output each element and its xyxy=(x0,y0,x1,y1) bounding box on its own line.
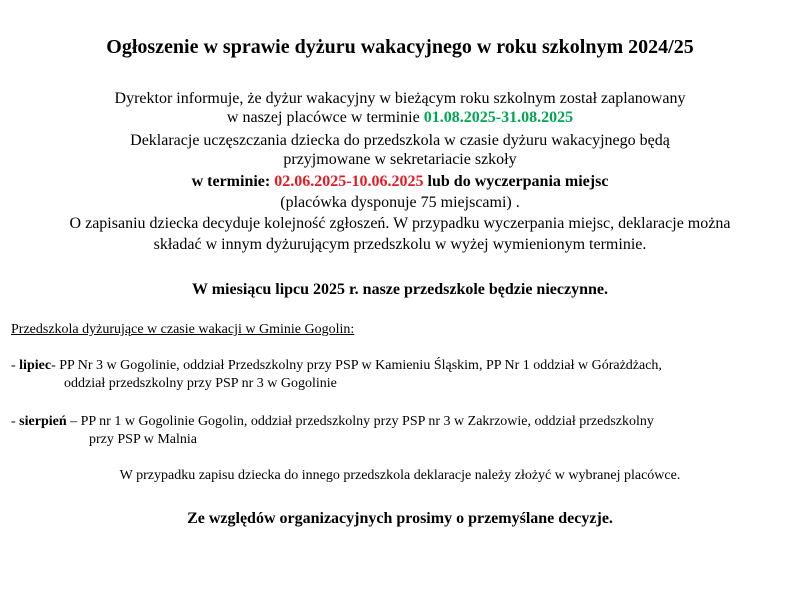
declaration-dates: 02.06.2025-10.06.2025 xyxy=(274,173,424,190)
intro-line-5 xyxy=(0,172,800,191)
july-entry-line-1 xyxy=(11,356,662,375)
other-preschool-note: W przypadku zapisu dziecka do innego przedszkola deklaracje należy złożyć w wybranej placówce. xyxy=(119,468,681,483)
intro-line-4: przyjmowane w sekretariacie szkoły xyxy=(283,151,517,168)
august-entry-dash: - xyxy=(11,414,20,429)
intro-line-3: Deklaracje uczęszczania dziecka do przedszkola w czasie dyżuru wakacyjnego będą xyxy=(130,132,670,149)
august-month-label: sierpień xyxy=(19,414,67,429)
intro-line-5-suffix: lub do wyczerpania miejsc xyxy=(423,173,609,190)
intro-line-1: Dyrektor informuje, że dyżur wakacyjny w bieżącym roku szkolnym został zaplanowany xyxy=(114,90,686,107)
july-entry-dash: - xyxy=(11,358,20,373)
list-heading: Przedszkola dyżurujące w czasie wakacji w Gminie Gogolin: xyxy=(11,322,355,337)
july-entry-text: - PP Nr 3 w Gogolinie, oddział Przedszkolny przy PSP w Kamieniu Śląskim, PP Nr 1 oddział w Górażdżach, xyxy=(51,358,662,373)
intro-line-6: (placówka dysponuje 75 miejscami) . xyxy=(280,194,520,211)
august-entry-text: – PP nr 1 w Gogolinie Gogolin, oddział przedszkolny przy PSP nr 3 w Zakrzowie, oddział przedszkolny xyxy=(66,414,654,429)
intro-line-8: składać w innym dyżurującym przedszkolu w wyżej wymienionym terminie. xyxy=(153,236,647,253)
july-month-label: lipiec xyxy=(19,358,52,373)
announcement-title: Ogłoszenie w sprawie dyżuru wakacyjnego w roku szkolnym 2024/25 xyxy=(106,36,694,58)
intro-line-2-prefix: w naszej placówce w terminie xyxy=(226,109,424,126)
closing-statement: Ze względów organizacyjnych prosimy o przemyślane decyzje. xyxy=(187,510,613,527)
august-entry-line-2: przy PSP w Malnia xyxy=(89,432,197,447)
intro-line-5-prefix: w terminie: xyxy=(191,173,275,190)
july-closed-notice: W miesiącu lipcu 2025 r. nasze przedszkole będzie nieczynne. xyxy=(192,281,608,298)
duty-dates: 01.08.2025-31.08.2025 xyxy=(423,109,574,126)
intro-line-7: O zapisaniu dziecka decyduje kolejność zgłoszeń. W przypadku wyczerpania miejsc, deklaracje można xyxy=(69,215,731,232)
august-entry-line-1 xyxy=(11,412,654,431)
july-entry-line-2: oddział przedszkolny przy PSP nr 3 w Gogolinie xyxy=(64,376,337,391)
intro-line-2 xyxy=(0,108,800,127)
